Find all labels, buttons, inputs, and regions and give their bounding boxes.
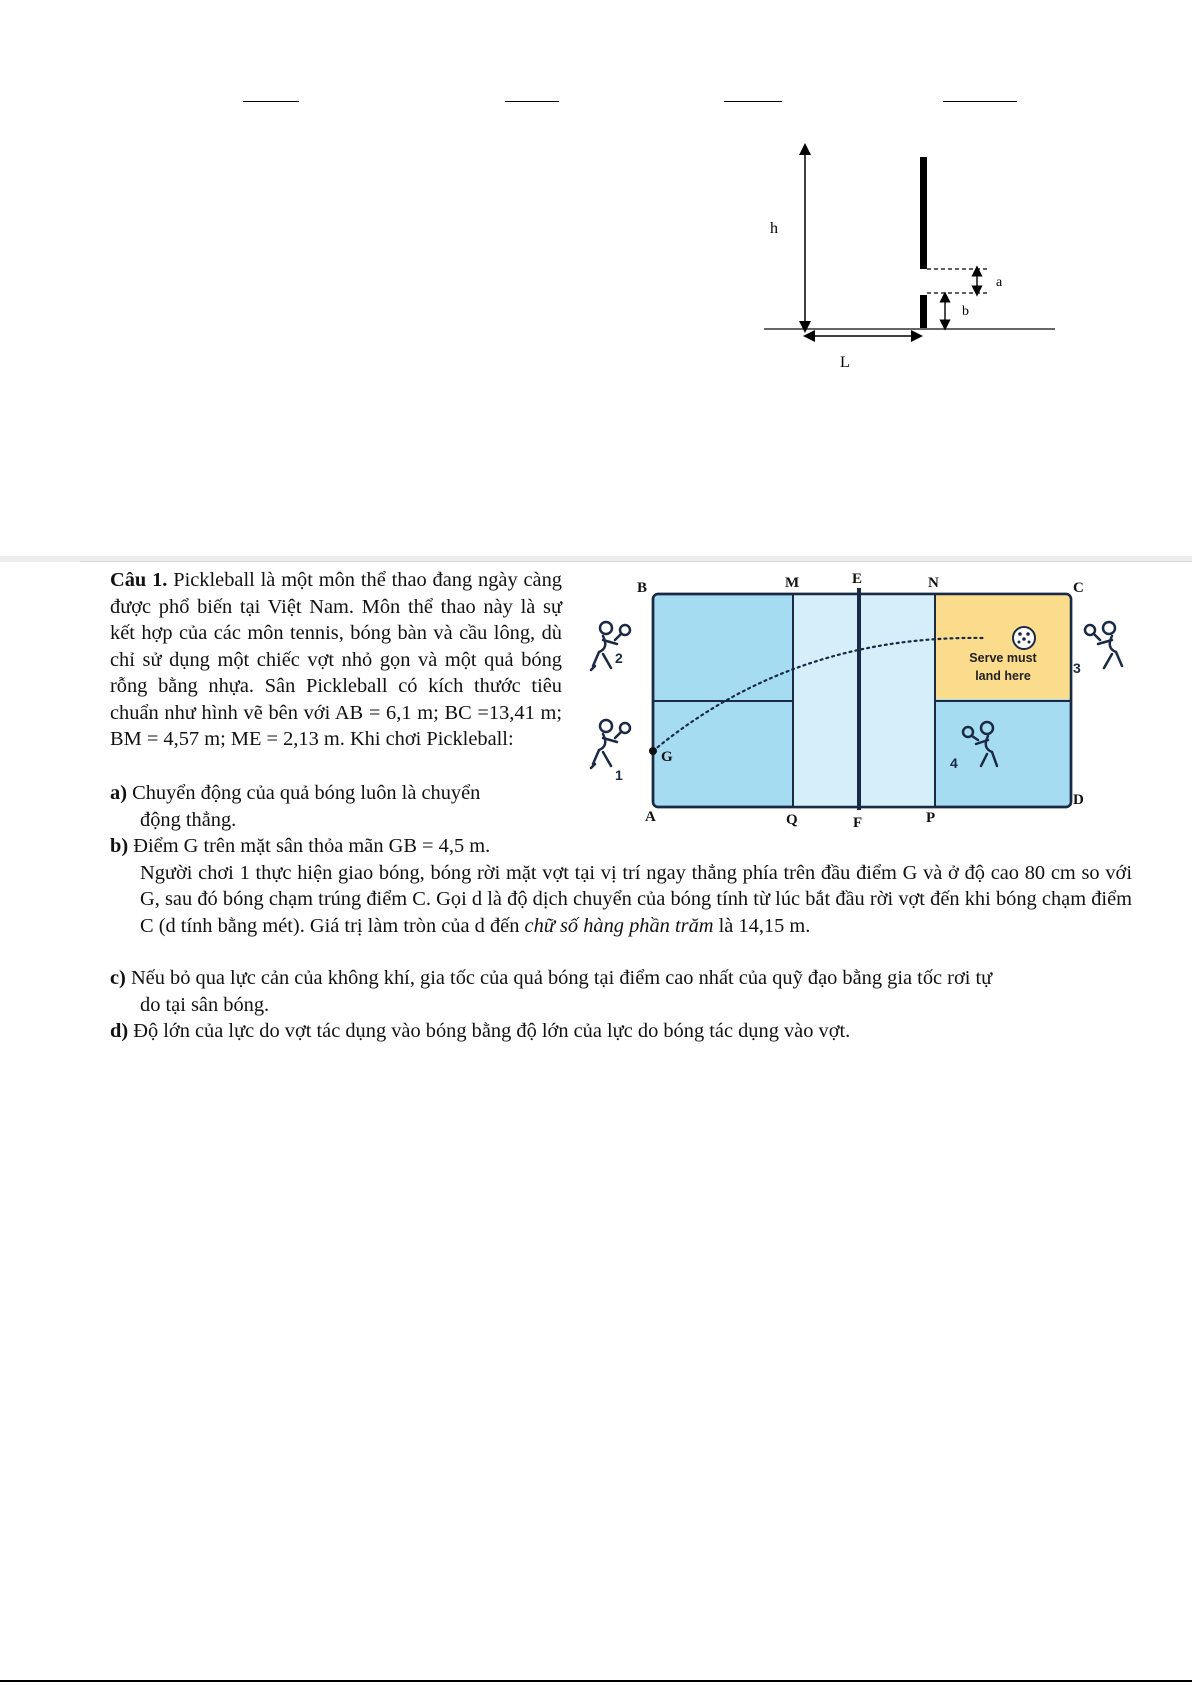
item-a-label: a) xyxy=(110,782,127,804)
point-E: E xyxy=(852,571,863,587)
item-c-text-1: Nếu bỏ qua lực cản của không khí, gia tốc của quả bóng tại điểm cao nhất của quỹ đạo bằng gia tốc rơi tự xyxy=(130,967,993,989)
point-N: N xyxy=(928,575,939,591)
point-Q: Q xyxy=(786,812,798,828)
question-intro xyxy=(110,567,562,753)
item-c-text-2: do tại sân bóng. xyxy=(140,993,270,1016)
point-C: C xyxy=(1073,580,1084,596)
blank-line-4 xyxy=(943,101,1017,102)
point-G-dot xyxy=(649,747,657,755)
point-P: P xyxy=(926,810,936,826)
player-2-number: 2 xyxy=(615,650,623,666)
item-d xyxy=(110,1018,1132,1045)
item-b-text-1: Điểm G trên mặt sân thỏa mãn GB = 4,5 m. xyxy=(133,835,491,857)
item-b-text-2: Người chơi 1 thực hiện giao bóng, bóng rời mặt vợt tại vị trí ngay thẳng phía trên đầu điểm G và ở độ cao 80 cm so với G, sau đó bóng chạm trúng điểm C. Gọi d là độ dịch chuyển của bóng tính từ lúc bắt đầu rời vợt đến khi bóng chạm điểm C (d tính bằng mét). Giá trị làm tròn của d đến xyxy=(140,861,1132,937)
serve-text-2: land here xyxy=(975,669,1031,683)
point-A: A xyxy=(645,809,656,825)
section-separator-line xyxy=(80,561,1192,562)
item-a-text-2: động thẳng. xyxy=(140,808,237,831)
b-label: b xyxy=(962,304,969,319)
item-c xyxy=(110,965,1132,1018)
point-M: M xyxy=(785,575,800,591)
item-d-label: d) xyxy=(110,1020,129,1042)
item-b-label: b) xyxy=(110,835,129,857)
player-3-icon xyxy=(1085,622,1122,668)
item-a xyxy=(110,780,562,833)
player-1-icon xyxy=(591,720,630,768)
blank-line-1 xyxy=(243,101,299,102)
item-c-label: c) xyxy=(110,967,126,989)
point-D: D xyxy=(1073,792,1084,808)
wall-gap-figure xyxy=(752,143,1064,378)
player-2-icon xyxy=(591,622,630,670)
blank-line-2 xyxy=(505,101,559,102)
item-b-italic: chữ số hàng phần trăm xyxy=(524,914,714,937)
player-3-number: 3 xyxy=(1073,660,1081,676)
a-label: a xyxy=(996,275,1003,290)
point-G: G xyxy=(661,749,673,765)
blank-line-3 xyxy=(724,101,782,102)
item-d-text-1: Độ lớn của lực do vợt tác dụng vào bóng bằng độ lớn của lực do bóng tác dụng vào vợt. xyxy=(133,1020,851,1042)
item-b-text-3: là 14,15 m. xyxy=(718,914,811,937)
page-bottom-rule xyxy=(0,1680,1192,1682)
item-b-text-2-wrap xyxy=(110,860,1132,940)
serve-text-1: Serve must xyxy=(969,651,1037,665)
L-label: L xyxy=(840,354,850,371)
item-a-text-1: Chuyển động của quả bóng luôn là chuyển xyxy=(132,782,481,804)
question-number: Câu 1. xyxy=(110,569,168,591)
player-4-number: 4 xyxy=(950,755,958,771)
player-1-number: 1 xyxy=(615,767,623,783)
kitchen-zone xyxy=(793,594,935,807)
question-intro-text: Pickleball là một môn thể thao đang ngày càng được phổ biến tại Việt Nam. Môn thể thao này là sự kết hợp của các môn tennis, bóng bàn và cầu lông, dù chỉ sử dụng một chiếc vợt nhỏ gọn và một quả bóng rỗng bằng nhựa. Sân Pickleball có kích thước tiêu chuẩn như hình vẽ bên với AB = 6,1 m; BC =13,41 m; BM = 4,57 m; ME = 2,13 m. Khi chơi Pickleball: xyxy=(110,569,562,750)
ball-icon xyxy=(1013,627,1035,649)
h-label: h xyxy=(770,220,778,237)
pickleball-court-figure xyxy=(583,570,1131,832)
point-B: B xyxy=(637,580,648,596)
item-b xyxy=(110,833,1132,939)
serve-zone xyxy=(936,595,1070,699)
point-F: F xyxy=(853,815,863,831)
